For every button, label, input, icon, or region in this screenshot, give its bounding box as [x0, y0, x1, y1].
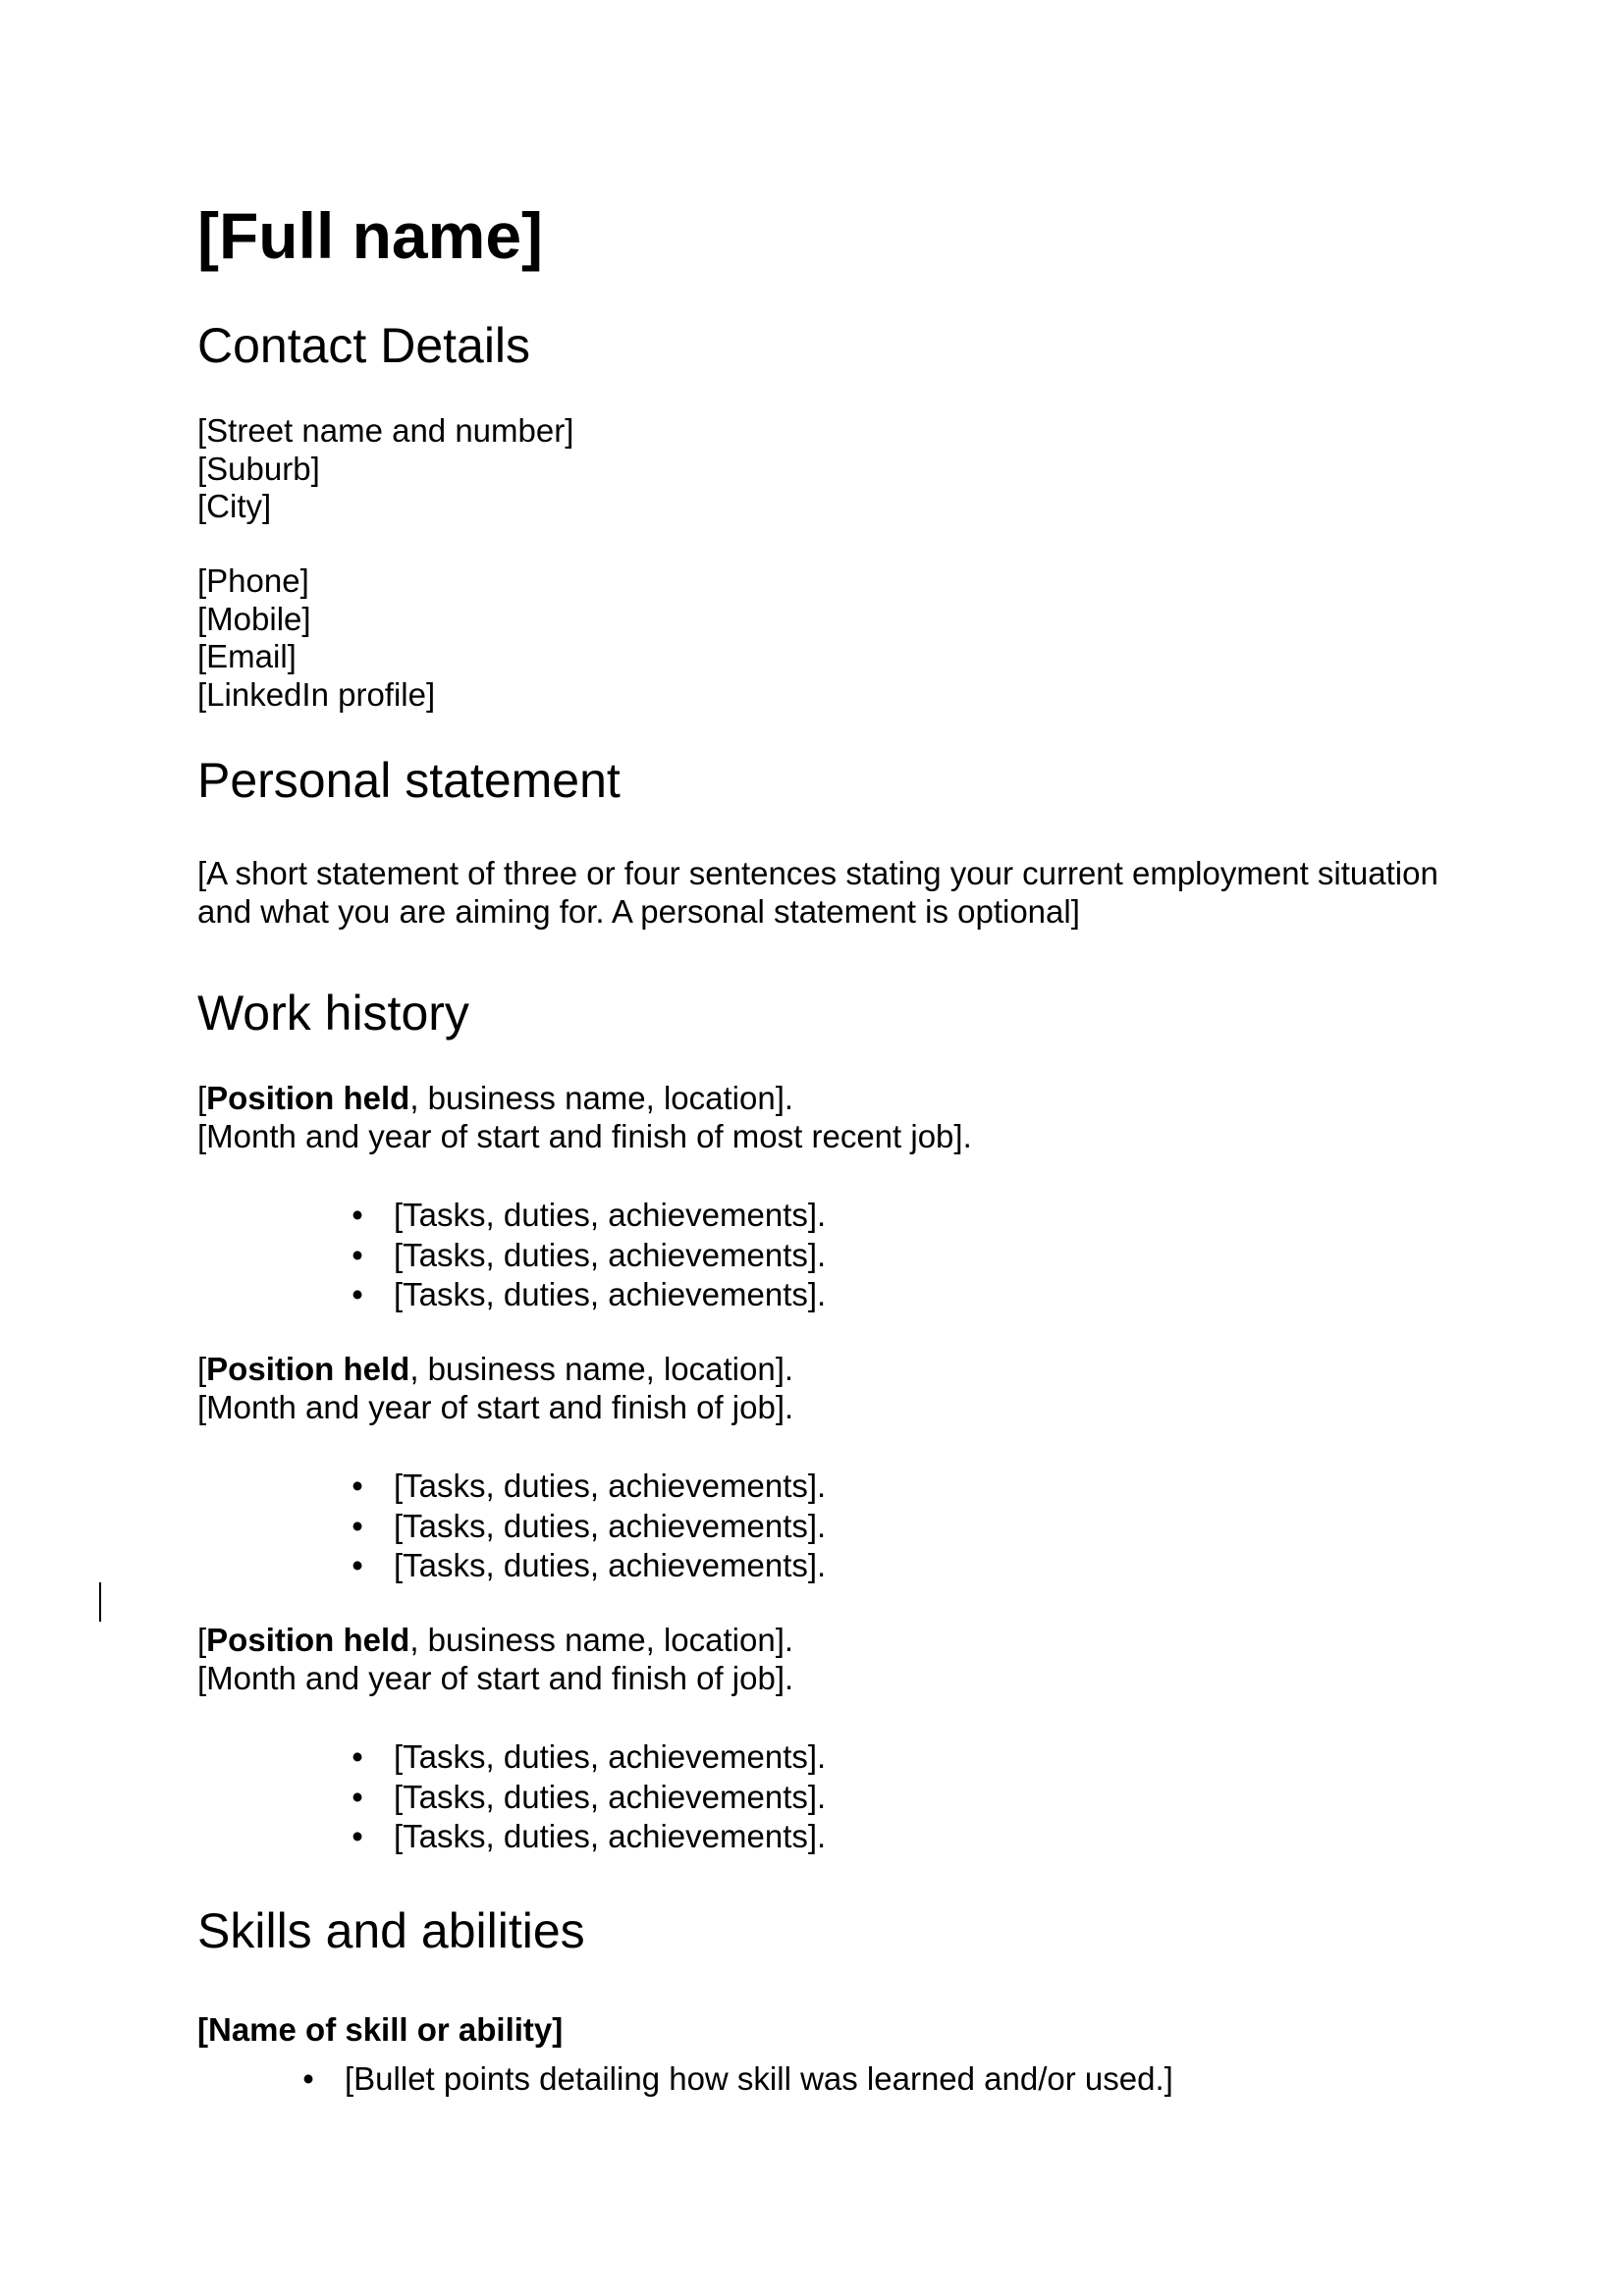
list-item[interactable] — [343, 1778, 826, 1818]
job-3-tasks — [343, 1737, 826, 1857]
job-entry-2 — [197, 1351, 793, 1426]
bullet-icon: • — [352, 1468, 363, 1504]
phone-line[interactable]: [Phone] — [197, 562, 309, 599]
contact-details-heading[interactable]: Contact Details — [197, 318, 531, 373]
personal-statement-heading[interactable]: Personal statement — [197, 753, 621, 808]
skills-heading[interactable]: Skills and abilities — [197, 1903, 585, 1958]
task-text: [Tasks, duties, achievements]. — [394, 1547, 827, 1583]
suburb-line[interactable]: [Suburb] — [197, 450, 320, 487]
bullet-icon: • — [352, 1236, 363, 1273]
bullet-icon: • — [352, 1738, 363, 1775]
personal-statement-text — [197, 854, 1436, 931]
work-history-heading[interactable]: Work history — [197, 986, 469, 1041]
task-text: [Tasks, duties, achievements]. — [394, 1818, 827, 1854]
open-bracket: [ — [197, 1351, 207, 1387]
job-entry-3 — [197, 1622, 793, 1697]
position-held: Position held — [206, 1080, 410, 1116]
street-line[interactable]: [Street name and number] — [197, 412, 574, 449]
contact-block — [197, 562, 435, 714]
list-item[interactable] — [343, 1236, 826, 1276]
task-text: [Tasks, duties, achievements]. — [394, 1236, 827, 1273]
list-item[interactable] — [343, 1546, 826, 1586]
bullet-icon: • — [352, 1778, 363, 1815]
job-dates-line[interactable]: [Month and year of start and finish of job]. — [197, 1388, 794, 1425]
task-text: [Tasks, duties, achievements]. — [394, 1778, 827, 1815]
job-title-line[interactable] — [197, 1622, 793, 1660]
skill-point-text: [Bullet points detailing how skill was learned and/or used.] — [345, 2060, 1173, 2097]
mobile-line[interactable]: [Mobile] — [197, 600, 311, 637]
task-text: [Tasks, duties, achievements]. — [394, 1738, 827, 1775]
job-details: , business name, location]. — [409, 1080, 794, 1116]
job-dates-line[interactable]: [Month and year of start and finish of job]. — [197, 1659, 794, 1696]
full-name-heading[interactable]: [Full name] — [197, 199, 544, 272]
skill-points — [294, 2059, 1173, 2100]
bullet-icon: • — [352, 1507, 363, 1544]
statement-line[interactable]: [A short statement of three or four sentences stating your current employment situation — [197, 855, 1438, 891]
text-cursor — [99, 1582, 101, 1622]
job-1-tasks — [343, 1196, 826, 1315]
list-item[interactable] — [343, 1196, 826, 1236]
open-bracket: [ — [197, 1080, 207, 1116]
bullet-icon: • — [352, 1547, 363, 1583]
bullet-icon: • — [352, 1276, 363, 1312]
bullet-icon: • — [352, 1197, 363, 1233]
task-text: [Tasks, duties, achievements]. — [394, 1468, 827, 1504]
skill-name[interactable]: [Name of skill or ability] — [197, 2011, 564, 2048]
task-text: [Tasks, duties, achievements]. — [394, 1507, 827, 1544]
task-text: [Tasks, duties, achievements]. — [394, 1276, 827, 1312]
position-held: Position held — [206, 1351, 410, 1387]
list-item[interactable] — [294, 2059, 1173, 2100]
statement-line[interactable]: and what you are aiming for. A personal statement is optional] — [197, 893, 1080, 930]
email-line[interactable]: [Email] — [197, 638, 297, 674]
job-entry-1 — [197, 1080, 972, 1155]
list-item[interactable] — [343, 1467, 826, 1507]
job-2-tasks — [343, 1467, 826, 1586]
linkedin-line[interactable]: [LinkedIn profile] — [197, 675, 436, 713]
address-block — [197, 412, 573, 526]
job-title-line[interactable] — [197, 1351, 793, 1389]
list-item[interactable] — [343, 1817, 826, 1857]
task-text: [Tasks, duties, achievements]. — [394, 1197, 827, 1233]
list-item[interactable] — [343, 1275, 826, 1315]
list-item[interactable] — [343, 1737, 826, 1778]
open-bracket: [ — [197, 1622, 207, 1658]
job-details: , business name, location]. — [409, 1351, 794, 1387]
job-title-line[interactable] — [197, 1080, 972, 1118]
bullet-icon: • — [352, 1818, 363, 1854]
job-details: , business name, location]. — [409, 1622, 794, 1658]
position-held: Position held — [206, 1622, 410, 1658]
bullet-icon: • — [302, 2060, 314, 2097]
job-dates-line[interactable]: [Month and year of start and finish of most recent job]. — [197, 1117, 972, 1154]
city-line[interactable]: [City] — [197, 488, 272, 524]
list-item[interactable] — [343, 1507, 826, 1547]
